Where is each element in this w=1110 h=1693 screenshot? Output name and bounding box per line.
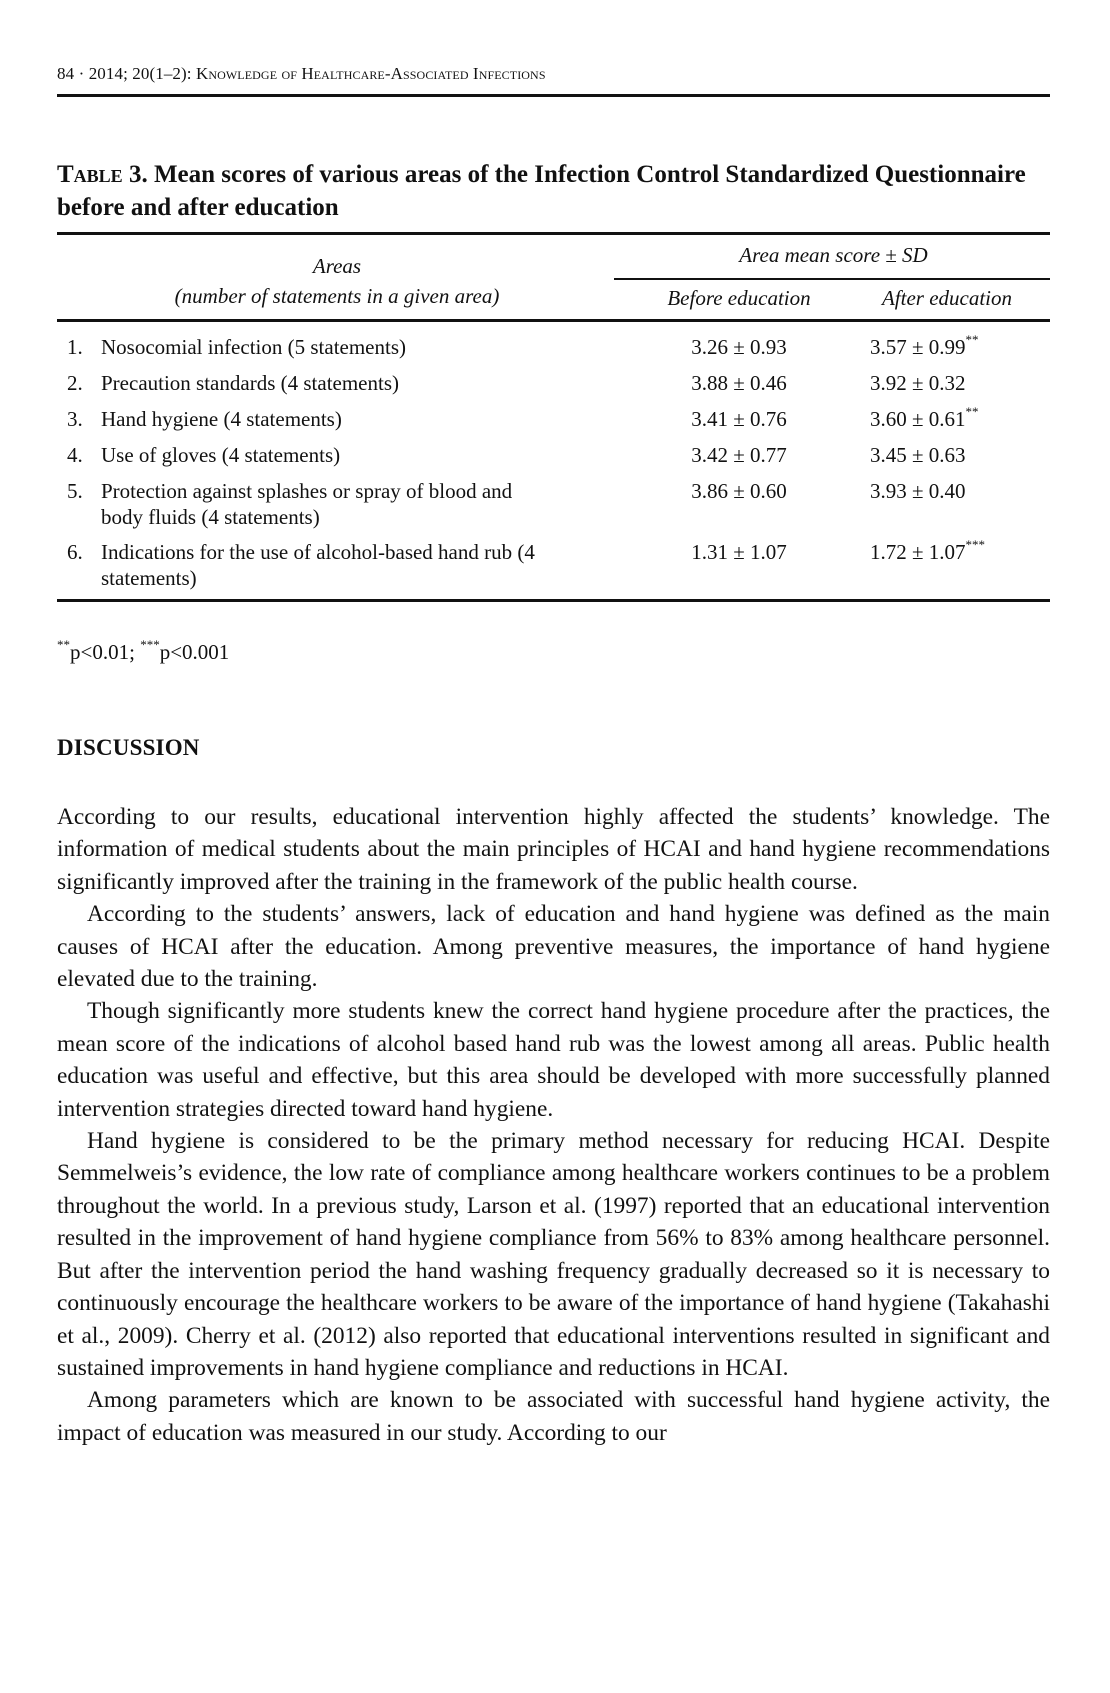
row-area: Protection against splashes or spray of blood and body fluids (4 statements) <box>101 479 513 529</box>
row-after-value: 3.57 ± 0.99 <box>870 335 966 359</box>
paragraph: Among parameters which are known to be associated with successful hand hygiene activity, the impact of education was measured in our study. According to our <box>57 1387 1050 1446</box>
footnote-text: p<0.001 <box>159 640 230 664</box>
citation: 2014; 20(1–2): <box>88 64 192 83</box>
paragraph: According to the students’ answers, lack of education and hand hygiene was defined as the main causes of HCAI after the education. Among preventive measures, the importance of hand hygiene elevated due to the training. <box>57 901 1050 993</box>
significance-marker: *** <box>965 537 986 552</box>
row-before: 3.88 ± 0.46 <box>691 371 787 395</box>
table-row <box>57 539 1050 595</box>
row-area: Precaution standards (4 statements) <box>101 371 399 395</box>
table-header <box>57 235 1050 319</box>
paragraph: According to our results, educational intervention highly affected the students’ knowledge. The information of medical students about the main principles of HCAI and hand hygiene recommendations significantly improved after the training in the framework of the public health course. <box>57 804 1050 895</box>
row-after <box>870 539 985 565</box>
running-title: Knowledge of Healthcare-Associated Infections <box>195 64 546 83</box>
table-row <box>57 478 1050 539</box>
data-table <box>57 232 1050 602</box>
header-group: Area mean score ± SD <box>739 243 928 267</box>
row-before: 1.31 ± 1.07 <box>691 540 787 564</box>
table-caption <box>57 158 1050 224</box>
row-number: 2. <box>67 371 83 395</box>
separator: · <box>78 64 85 83</box>
table-row <box>57 326 1050 370</box>
page-number: 84 <box>57 64 75 83</box>
footnote-marker: ** <box>57 637 70 652</box>
row-before: 3.41 ± 0.76 <box>691 407 787 431</box>
row-before: 3.42 ± 0.77 <box>691 443 787 467</box>
row-after-value: 3.45 ± 0.63 <box>870 443 966 467</box>
header-divider <box>57 94 1050 97</box>
row-after-value: 1.72 ± 1.07 <box>870 540 966 564</box>
table-row <box>57 370 1050 406</box>
row-after <box>870 406 979 432</box>
row-after <box>870 442 966 468</box>
row-before: 3.26 ± 0.93 <box>691 335 787 359</box>
footnote-marker: *** <box>140 637 160 652</box>
running-head <box>57 64 546 84</box>
footnote-text: p<0.01; <box>70 640 135 664</box>
paragraph: Though significantly more students knew the correct hand hygiene procedure after the practices, the mean score of the indications of alcohol based hand rub was the lowest among all areas. Public health education was useful and effective, but this area should be developed with more successfully planned intervention strategies directed toward hand hygiene. <box>57 998 1050 1122</box>
significance-marker: ** <box>965 404 979 419</box>
row-before: 3.86 ± 0.60 <box>691 479 787 503</box>
section-heading: DISCUSSION <box>57 735 200 760</box>
row-area: Use of gloves (4 statements) <box>101 443 341 467</box>
discussion-body <box>57 801 1050 1449</box>
row-area: Nosocomial infection (5 statements) <box>101 335 407 359</box>
header-areas-subtitle: (number of statements in a given area) <box>174 284 500 308</box>
table-body <box>57 322 1050 599</box>
row-after <box>870 478 966 504</box>
row-after <box>870 334 979 360</box>
header-before: Before education <box>667 286 811 310</box>
row-after-value: 3.92 ± 0.32 <box>870 371 966 395</box>
header-group-rule <box>614 278 1050 280</box>
paragraph: Hand hygiene is considered to be the primary method necessary for reducing HCAI. Despite Semmelweis’s evidence, the low rate of compliance among healthcare workers continues to be a problem throughout the world. In a previous study, Larson et al. (1997) reported that an educational intervention resulted in the improvement of hand hygiene compliance from 56% to 83% among healthcare personnel. But after the intervention period the hand washing frequency gradually decreased so it is necessary to continuously encourage the healthcare workers to be aware of the importance of hand hygiene (Takahashi et al., 2009). Cherry et al. (2012) also reported that educational interventions resulted in significant and sustained improvements in hand hygiene compliance and reductions in HCAI. <box>57 1128 1050 1381</box>
table-footnote <box>57 637 230 665</box>
table-caption-text: Mean scores of various areas of the Infection Control Standardized Questionnaire before and after education <box>57 161 1026 221</box>
row-number: 6. <box>67 540 83 564</box>
row-area: Indications for the use of alcohol-based hand rub (4 statements) <box>101 540 535 590</box>
row-after-value: 3.60 ± 0.61 <box>870 407 966 431</box>
row-number: 1. <box>67 335 83 359</box>
row-number: 3. <box>67 407 83 431</box>
table-row <box>57 406 1050 442</box>
table-bottom-rule <box>57 599 1050 602</box>
header-after: After education <box>881 286 1013 310</box>
table-label: Table 3. <box>57 161 148 188</box>
row-number: 5. <box>67 479 83 503</box>
significance-marker: ** <box>965 332 979 347</box>
table-row <box>57 442 1050 478</box>
header-areas <box>57 251 617 311</box>
row-number: 4. <box>67 443 83 467</box>
row-after <box>870 370 966 396</box>
row-area: Hand hygiene (4 statements) <box>101 407 342 431</box>
row-after-value: 3.93 ± 0.40 <box>870 479 966 503</box>
header-areas-title: Areas <box>312 254 362 278</box>
